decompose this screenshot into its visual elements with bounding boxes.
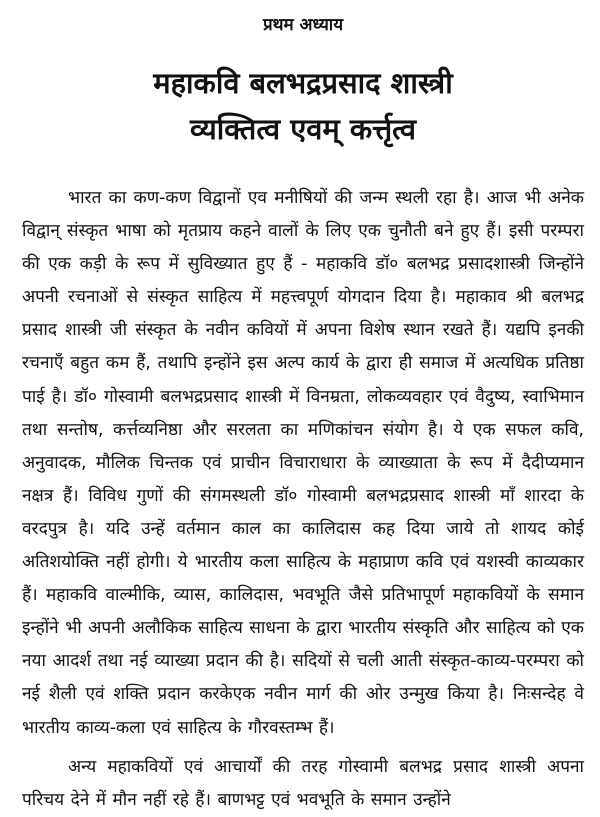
chapter-title-line-2: व्यक्तित्व एवम् कर्त्तृत्व [190,112,416,146]
paragraph-2: अन्य महाकवियों एवं आचार्यों की तरह गोस्वामी बलभद्र प्रसाद शास्त्री अपना परिचय देने में मौन नहीं रहे हैं। बाणभट्ट एवं भवभूति के समान उन्होंने [22,756,584,810]
paragraph-1: भारत का कण-कण विद्वानों एव मनीषियों की जन्म स्थली रहा है। आज भी अनेक विद्वान् संस्कृत भाषा को मृतप्राय कहने वालों के लिए एक चुनौती बने हुए हैं। इसी परम्परा की एक कड़ी के रूप में सुविख्यात हुए हैं - महाकवि डॉ० बलभद्र प्रसादशास्त्री जिन्होंने अपनी रचनाओं से संस्कृत साहित्य में महत्त्वपूर्ण योगदान दिया है। महाकाव श्री बलभद्र प्रसाद शास्त्री जी संस्कृत के नवीन कवियों में अपना विशेष स्थान रखते हैं। यद्यपि इनकी रचनाएँ बहुत कम हैं, तथापि इन्होंने इस अल्प कार्य के द्वारा ही समाज में अत्यधिक प्रतिष्ठा पाई है। डॉ० गोस्वामी बलभद्रप्रसाद शास्त्री में विनम्रता, लोकव्यवहार एवं वैदुष्य, स्वाभिमान तथा सन्तोष, कर्त्तव्यनिष्ठा और सरलता का मणिकांचन संयोग है। ये एक सफल कवि, अनुवादक, मौलिक चिन्तक एवं प्राचीन विचाराधारा के व्याख्याता के रूप में दैदीप्यमान नक्षत्र हैं। विविध गुणों की संगमस्थली डॉ० गोस्वामी बलभद्रप्रसाद शास्त्री माँ शारदा के वरदपुत्र है। यदि उन्हें वर्तमान काल का कालिदास कह दिया जाये तो शायद कोई अतिशयोक्ति नहीं होगी। ये भारतीय कला साहित्य के महाप्राण कवि एवं यशस्वी काव्यकार हैं। महाकवि वाल्मीकि, व्यास, कालिदास, भवभूति जैसे प्रतिभापूर्ण महाकवियों के समान इन्होंने भी अपनी अलौकिक साहित्य साधना के द्वारा भारतीय संस्कृति और साहित्य को एक नया आदर्श तथा नई व्याख्या प्रदान की है। सदियों से चली आती संस्कृत-काव्य-परम्परा को नई शैली एवं शक्ति प्रदान करकेएक नवीन मार्ग की ओर उन्मुख किया है। निःसन्देह वे भारतीय काव्य-कला एवं साहित्य के गौरवस्तम्भ हैं। [22,188,584,738]
chapter-title-line-1: महाकवि बलभद्रप्रसाद शास्त्री [153,66,453,100]
chapter-label: प्रथम अध्याय [262,15,344,35]
body-text [22,182,584,817]
